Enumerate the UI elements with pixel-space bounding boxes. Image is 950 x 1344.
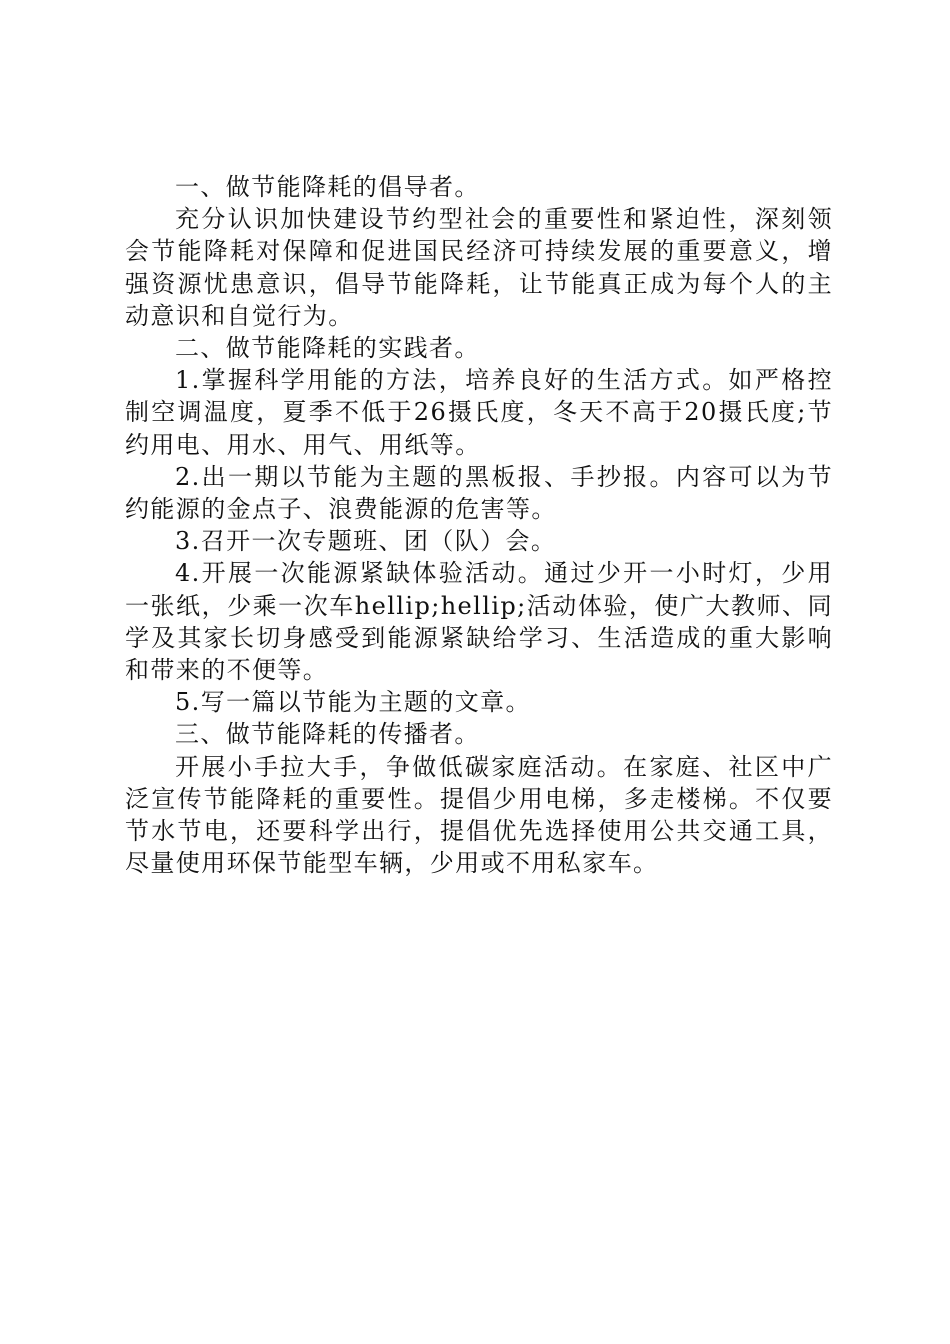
section-heading-advocate: 一、做节能降耗的倡导者。 — [175, 173, 480, 201]
section-heading-practitioner: 二、做节能降耗的实践者。 — [175, 334, 480, 363]
list-item-5: 5.写一篇以节能为主题的文章。 — [175, 688, 531, 717]
list-item-3: 3.召开一次专题班、团（队）会。 — [175, 527, 557, 556]
paragraph-disseminator: 开展小手拉大手，争做低碳家庭活动。在家庭、社区中广泛宣传节能降耗的重要性。提倡少用电梯，多走楼梯。不仅要节水节电，还要科学出行，提倡优先选择使用公共交通工具，尽量使用环保节能型车辆，少用或不用私家车。 — [125, 752, 833, 878]
list-item-4: 4.开展一次能源紧缺体验活动。通过少开一小时灯，少用一张纸，少乘一次车hellip;hellip;活动体验，使广大教师、同学及其家长切身感受到能源紧缺给学习、生活造成的重大影响和带来的不便等。 — [125, 559, 833, 685]
list-item-1: 1.掌握科学用能的方法，培养良好的生活方式。如严格控制空调温度，夏季不低于26摄氏度，冬天不高于20摄氏度;节约用电、用水、用气、用纸等。 — [125, 366, 833, 459]
section-heading-disseminator: 三、做节能降耗的传播者。 — [175, 720, 480, 749]
list-item-2: 2.出一期以节能为主题的黑板报、手抄报。内容可以为节约能源的金点子、浪费能源的危害等。 — [125, 462, 833, 524]
document-body — [125, 171, 833, 879]
paragraph-advocate: 充分认识加快建设节约型社会的重要性和紧迫性，深刻领会节能降耗对保障和促进国民经济可持续发展的重要意义，增强资源忧患意识，倡导节能降耗，让节能真正成为每个人的主动意识和自觉行为。 — [125, 205, 833, 330]
